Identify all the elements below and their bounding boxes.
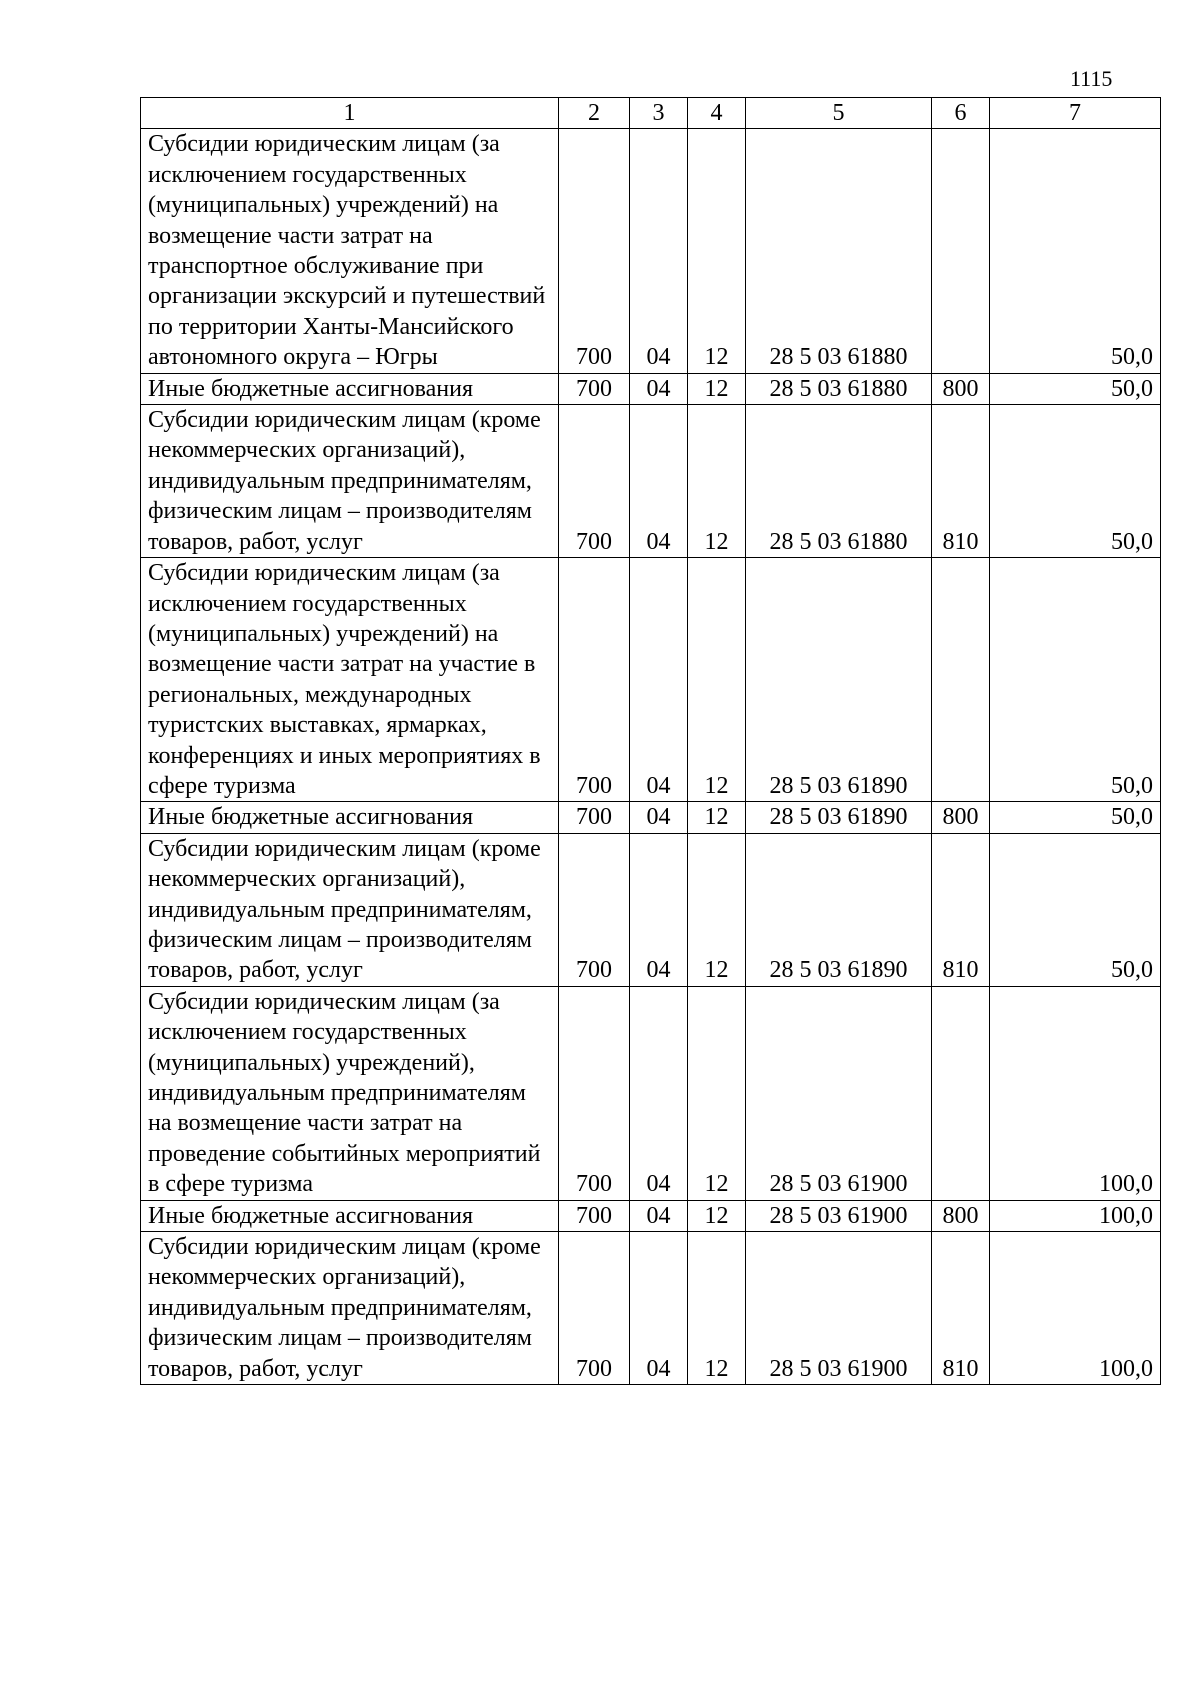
row-amount: 50,0 [990, 802, 1161, 833]
row-section: 04 [630, 129, 688, 373]
row-name: Иные бюджетные ассигнования [141, 1200, 559, 1231]
row-ministry-code: 700 [559, 833, 630, 986]
table-row [141, 833, 1161, 986]
row-subsection: 12 [688, 833, 746, 986]
row-target-article: 28 5 03 61880 [746, 405, 932, 558]
row-subsection: 12 [688, 405, 746, 558]
row-name: Субсидии юридическим лицам (за исключением государственных (муниципальных) учреждений), индивидуальным предпринимателям на возмещение части затрат на проведение событийных мероприятий в сфере туризма [141, 986, 559, 1200]
row-expense-type [932, 558, 990, 802]
table-row [141, 373, 1161, 404]
column-header-4: 4 [688, 98, 746, 129]
table-row [141, 1200, 1161, 1231]
row-amount: 100,0 [990, 1200, 1161, 1231]
row-expense-type: 810 [932, 833, 990, 986]
row-name: Субсидии юридическим лицам (за исключением государственных (муниципальных) учреждений) на возмещение части затрат на транспортное обслуживание при организации экскурсий и путешествий по территории Ханты-Мансийского автономного округа – Югры [141, 129, 559, 373]
column-header-5: 5 [746, 98, 932, 129]
row-section: 04 [630, 405, 688, 558]
row-name: Иные бюджетные ассигнования [141, 373, 559, 404]
row-subsection: 12 [688, 558, 746, 802]
row-ministry-code: 700 [559, 1200, 630, 1231]
row-section: 04 [630, 802, 688, 833]
row-name: Иные бюджетные ассигнования [141, 802, 559, 833]
row-amount: 50,0 [990, 129, 1161, 373]
row-target-article: 28 5 03 61890 [746, 558, 932, 802]
row-expense-type: 810 [932, 405, 990, 558]
row-target-article: 28 5 03 61900 [746, 986, 932, 1200]
row-expense-type: 810 [932, 1232, 990, 1385]
row-section: 04 [630, 373, 688, 404]
row-section: 04 [630, 833, 688, 986]
table-header-row [141, 98, 1161, 129]
row-section: 04 [630, 558, 688, 802]
column-header-6: 6 [932, 98, 990, 129]
row-subsection: 12 [688, 129, 746, 373]
row-ministry-code: 700 [559, 802, 630, 833]
row-expense-type [932, 129, 990, 373]
row-expense-type: 800 [932, 373, 990, 404]
table-row [141, 802, 1161, 833]
row-subsection: 12 [688, 1200, 746, 1231]
row-amount: 100,0 [990, 1232, 1161, 1385]
row-section: 04 [630, 1232, 688, 1385]
row-expense-type [932, 986, 990, 1200]
table-row [141, 558, 1161, 802]
column-header-3: 3 [630, 98, 688, 129]
table-row [141, 129, 1161, 373]
table-row [141, 986, 1161, 1200]
row-subsection: 12 [688, 802, 746, 833]
row-name: Субсидии юридическим лицам (за исключением государственных (муниципальных) учреждений) на возмещение части затрат на участие в региональных, международных туристских выставках, ярмарках, конференциях и иных мероприятиях в сфере туризма [141, 558, 559, 802]
row-name: Субсидии юридическим лицам (кроме некоммерческих организаций), индивидуальным предпринимателям, физическим лицам – производителям товаров, работ, услуг [141, 833, 559, 986]
row-expense-type: 800 [932, 1200, 990, 1231]
row-name: Субсидии юридическим лицам (кроме некоммерческих организаций), индивидуальным предпринимателям, физическим лицам – производителям товаров, работ, услуг [141, 1232, 559, 1385]
row-target-article: 28 5 03 61880 [746, 129, 932, 373]
row-ministry-code: 700 [559, 373, 630, 404]
row-target-article: 28 5 03 61890 [746, 833, 932, 986]
column-header-2: 2 [559, 98, 630, 129]
row-section: 04 [630, 986, 688, 1200]
row-name: Субсидии юридическим лицам (кроме некоммерческих организаций), индивидуальным предпринимателям, физическим лицам – производителям товаров, работ, услуг [141, 405, 559, 558]
row-target-article: 28 5 03 61900 [746, 1232, 932, 1385]
row-amount: 50,0 [990, 405, 1161, 558]
column-header-1: 1 [141, 98, 559, 129]
row-amount: 50,0 [990, 558, 1161, 802]
budget-table [140, 97, 1161, 1385]
row-ministry-code: 700 [559, 558, 630, 802]
table-row [141, 1232, 1161, 1385]
row-target-article: 28 5 03 61900 [746, 1200, 932, 1231]
row-subsection: 12 [688, 986, 746, 1200]
row-amount: 50,0 [990, 833, 1161, 986]
row-ministry-code: 700 [559, 986, 630, 1200]
row-subsection: 12 [688, 373, 746, 404]
row-subsection: 12 [688, 1232, 746, 1385]
table-row [141, 405, 1161, 558]
page-number: 1115 [1070, 66, 1113, 91]
column-header-7: 7 [990, 98, 1161, 129]
row-target-article: 28 5 03 61880 [746, 373, 932, 404]
row-ministry-code: 700 [559, 405, 630, 558]
row-amount: 100,0 [990, 986, 1161, 1200]
row-target-article: 28 5 03 61890 [746, 802, 932, 833]
row-ministry-code: 700 [559, 129, 630, 373]
row-ministry-code: 700 [559, 1232, 630, 1385]
row-amount: 50,0 [990, 373, 1161, 404]
row-section: 04 [630, 1200, 688, 1231]
row-expense-type: 800 [932, 802, 990, 833]
